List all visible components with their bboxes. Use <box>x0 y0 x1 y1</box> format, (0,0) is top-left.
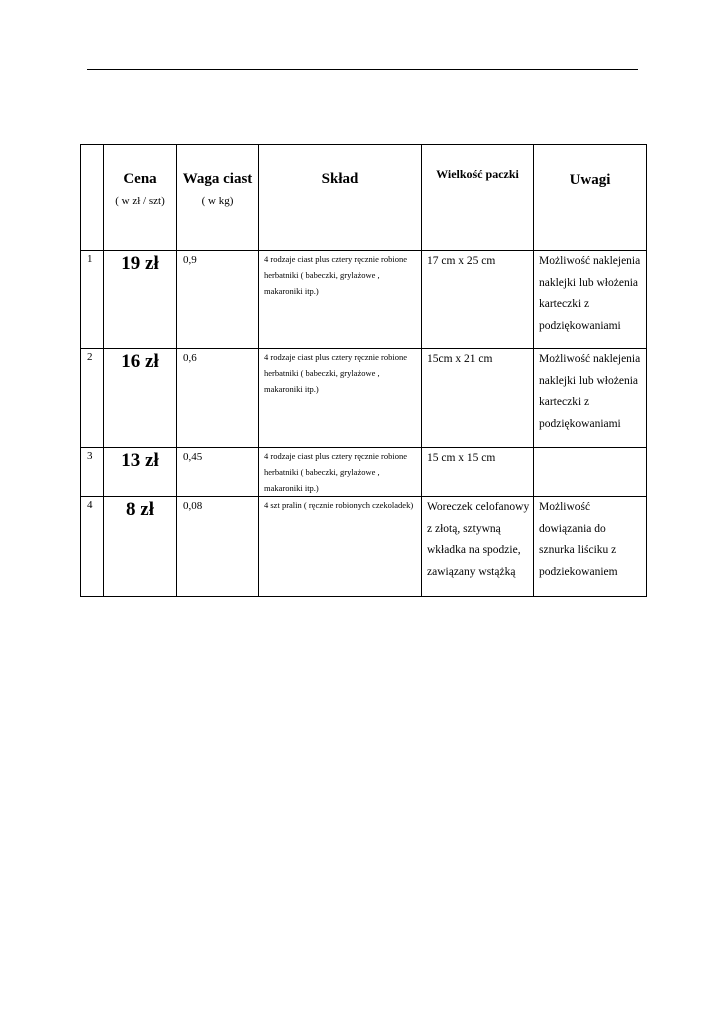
row-size: 15cm x 21 cm <box>427 353 493 365</box>
header-number-cell <box>81 145 104 251</box>
header-sklad-cell <box>259 145 422 251</box>
header-sklad: Skład <box>321 171 359 187</box>
row-sklad: 4 rodzaje ciast plus cztery ręcznie robione herbatniki ( babeczki, grylażowe , makaroniki itp.) <box>264 352 408 394</box>
row-weight: 0,9 <box>183 254 197 266</box>
row-uwagi: Możliwość naklejenia naklejki lub włożenia karteczki z podziękowaniami <box>539 255 641 332</box>
row-weight: 0,45 <box>183 451 203 463</box>
row-sklad: 4 szt pralin ( ręcznie robionych czekoladek) <box>264 500 414 510</box>
table-row <box>81 497 647 597</box>
row-weight: 0,6 <box>183 352 197 364</box>
header-wielkosc-cell <box>422 145 534 251</box>
header-rule <box>87 69 638 70</box>
row-sklad: 4 rodzaje ciast plus cztery ręcznie robione herbatniki ( babeczki, grylażowe , makaroniki itp.) <box>264 451 408 493</box>
row-uwagi: Możliwość naklejenia naklejki lub włożenia karteczki z podziękowaniami <box>539 353 641 430</box>
row-number: 1 <box>87 253 93 265</box>
header-waga-unit: ( w kg) <box>201 195 234 207</box>
row-price: 16 zł <box>121 351 159 372</box>
header-waga: Waga ciast <box>182 171 253 187</box>
row-size: Woreczek celofanowy z złotą, sztywną wkładka na spodzie, zawiązany wstążką <box>427 501 530 578</box>
row-size: 15 cm x 15 cm <box>427 452 496 464</box>
row-uwagi: Możliwość dowiązania do sznurka liściku z podziekowaniem <box>539 501 618 578</box>
header-uwagi: Uwagi <box>569 172 611 188</box>
row-number: 3 <box>87 450 93 462</box>
row-weight: 0,08 <box>183 500 203 512</box>
header-uwagi-cell <box>534 145 647 251</box>
table-header-row <box>81 145 647 251</box>
row-number: 4 <box>87 499 93 511</box>
table-row <box>81 448 647 497</box>
header-wielkosc: Wielkość paczki <box>436 167 519 181</box>
row-price: 8 zł <box>126 499 154 520</box>
offer-table <box>80 144 647 597</box>
row-size: 17 cm x 25 cm <box>427 255 496 267</box>
header-cena: Cena <box>123 171 157 187</box>
row-number: 2 <box>87 351 93 363</box>
table-row <box>81 251 647 349</box>
header-waga-cell <box>177 145 259 251</box>
row-price: 19 zł <box>121 253 159 274</box>
header-cena-cell <box>104 145 177 251</box>
header-cena-unit: ( w zł / szt) <box>115 195 165 207</box>
row-sklad: 4 rodzaje ciast plus cztery ręcznie robione herbatniki ( babeczki, grylażowe , makaroniki itp.) <box>264 254 408 296</box>
row-price: 13 zł <box>121 450 159 471</box>
table-row <box>81 349 647 448</box>
